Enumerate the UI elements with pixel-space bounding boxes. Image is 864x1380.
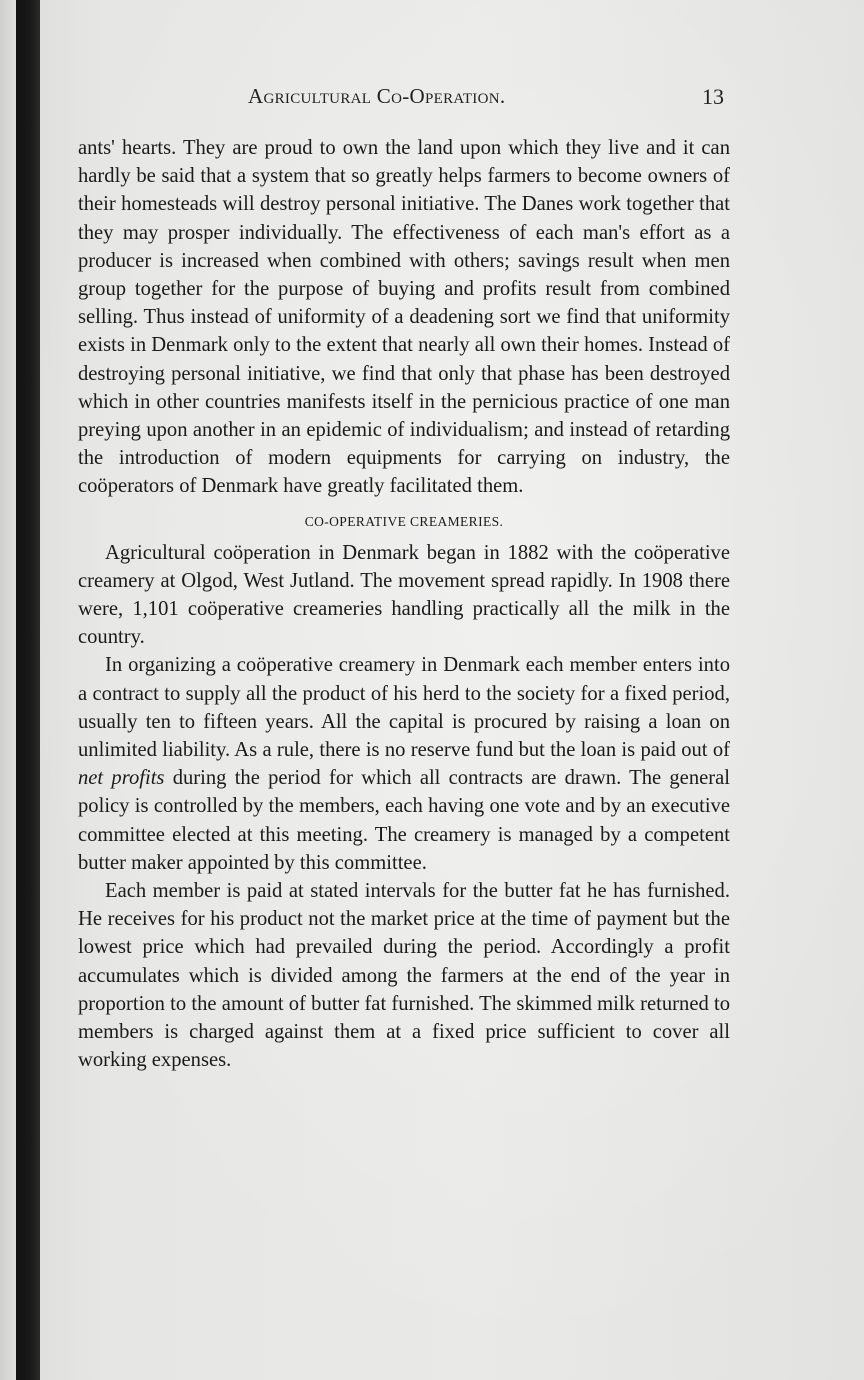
body-text — [78, 134, 730, 1075]
paragraph-payment: Each member is paid at stated intervals for the butter fat he has furnished. He receives for his product not the market price at the time of payment but the lowest price which had prevailed during the period. Accordingly a profit accumulates which is divided among the farmers at the end of the year in proportion to the amount of butter fat furnished. The skimmed milk returned to members is charged against them at a fixed price sufficient to cover all working expenses. — [78, 880, 730, 1072]
book-binding — [16, 0, 40, 1380]
paragraph-organization — [78, 651, 730, 877]
running-head: Agricultural Co-Operation. — [248, 84, 506, 108]
paragraph-creamery-history: Agricultural coöperation in Denmark began in 1882 with the coöperative creamery at Olgod, West Jutland. The movement spread rapidly. In 1908 there were, 1,101 coöperative creameries handling practically all the milk in the country. — [78, 541, 730, 649]
page-number: 13 — [702, 84, 724, 109]
paragraph-continued: ants' hearts. They are proud to own the land upon which they live and it can hardly be said that a system that so greatly helps farmers to become owners of their homesteads will destroy personal initiative. The Danes work together that they may prosper individually. The effectiveness of each man's effort as a producer is increased when combined with others; savings result when men group together for the purpose of buying and profits result from combined selling. Thus instead of uniformity of a deadening sort we find that uniformity exists in Denmark only to the extent that nearly all own their homes. Instead of destroying personal initiative, we find that only that phase has been destroyed which in other countries manifests itself in the pernicious practice of one man preying upon another in an epidemic of individualism; and instead of retarding the introduction of modern equipments for carrying on industry, the coöperators of Denmark have greatly facilitated them. — [78, 137, 730, 498]
paragraph-organization-text-1: In organizing a coöperative creamery in Denmark each member enters into a contract to supply all the product of his herd to the society for a fixed period, usually ten to fifteen years. All the capital is procured by raising a loan on unlimited liability. As a rule, there is no reserve fund but the loan is paid out of — [78, 654, 730, 762]
paragraph-organization-italic: net profits — [78, 767, 165, 790]
section-heading: CO-OPERATIVE CREAMERIES. — [304, 513, 504, 529]
page-header — [78, 84, 724, 114]
paragraph-organization-text-2: during the period for which all contracts are drawn. The general policy is controlled by the members, each having one vote and by an executive committee elected at this meeting. The creamery is managed by a competent butter maker appointed by this committee. — [78, 767, 730, 874]
page-edge — [0, 0, 16, 1380]
